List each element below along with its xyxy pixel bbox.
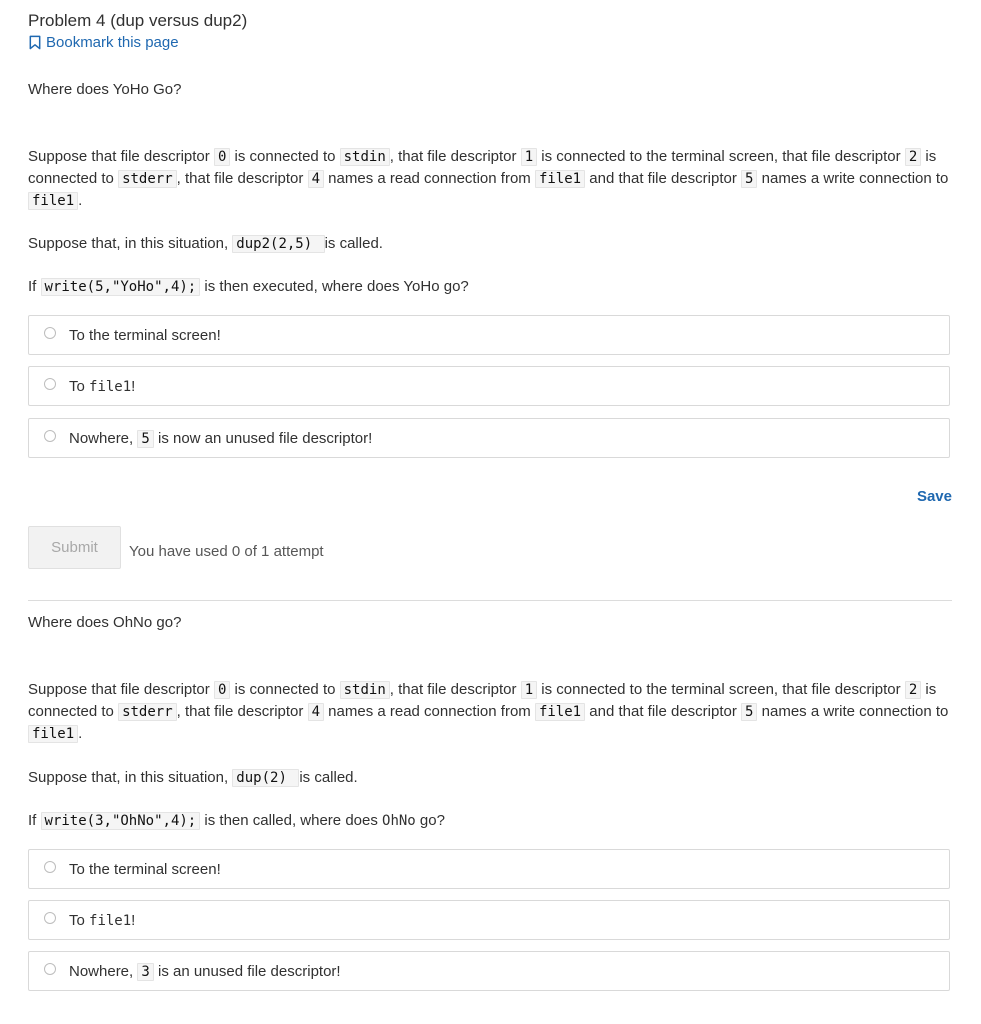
section-divider [28, 600, 952, 601]
radio-button[interactable] [44, 963, 56, 975]
question-1-call: Suppose that, in this situation, dup2(2,5) is called. [28, 235, 383, 252]
code-file1: file1 [28, 192, 78, 210]
code-write: write(5,"YoHo",4); [41, 278, 201, 296]
radio-button[interactable] [44, 861, 56, 873]
code-fd4: 4 [308, 170, 324, 188]
code-fd4: 4 [308, 703, 324, 721]
submit-button[interactable]: Submit [28, 526, 121, 569]
code-fd0: 0 [214, 148, 230, 166]
code-stdin: stdin [340, 681, 390, 699]
code-fd5: 5 [741, 170, 757, 188]
code-fd1: 1 [521, 681, 537, 699]
code-stdin: stdin [340, 148, 390, 166]
code-fd: 3 [137, 963, 153, 981]
radio-button[interactable] [44, 378, 56, 390]
attempts-text: You have used 0 of 1 attempt [129, 543, 324, 560]
code-fd1: 1 [521, 148, 537, 166]
code-fd: 5 [137, 430, 153, 448]
question-2-prompt: If write(3,"OhNo",4); is then called, where does OhNo go? [28, 812, 445, 829]
code-fd5: 5 [741, 703, 757, 721]
question-2-call: Suppose that, in this situation, dup(2) is called. [28, 769, 358, 786]
code-fd0: 0 [214, 681, 230, 699]
code-stderr: stderr [118, 170, 177, 188]
radio-button[interactable] [44, 912, 56, 924]
bookmark-link[interactable] [28, 34, 179, 51]
question-1-heading: Where does YoHo Go? [28, 81, 182, 98]
code-call: dup(2) [232, 769, 299, 787]
bookmark-label: Bookmark this page [46, 34, 179, 51]
radio-button[interactable] [44, 327, 56, 339]
code-write: write(3,"OhNo",4); [41, 812, 201, 830]
option-file1[interactable]: To file1! [28, 900, 950, 940]
option-terminal-screen[interactable]: To the terminal screen! [28, 849, 950, 889]
code-file1: file1 [28, 725, 78, 743]
option-file1[interactable]: To file1! [28, 366, 950, 406]
option-terminal-screen[interactable]: To the terminal screen! [28, 315, 950, 355]
question-1-setup: Suppose that file descriptor 0 is connected to stdin , that file descriptor 1 is connected to the terminal screen, that file descriptor 2 is connected to stderr , that file descriptor 4 names a read connection from file1 and that file descriptor 5 names a write connection to file1 . [28, 148, 949, 209]
option-nowhere[interactable]: Nowhere, 5 is now an unused file descriptor! [28, 418, 950, 458]
radio-button[interactable] [44, 430, 56, 442]
code-stderr: stderr [118, 703, 177, 721]
code-fd2: 2 [905, 681, 921, 699]
problem-title: Problem 4 (dup versus dup2) [28, 11, 248, 30]
bookmark-icon [28, 35, 42, 50]
code-fd2: 2 [905, 148, 921, 166]
code-file1: file1 [535, 170, 585, 188]
option-nowhere[interactable]: Nowhere, 3 is an unused file descriptor! [28, 951, 950, 991]
question-2-heading: Where does OhNo go? [28, 614, 182, 631]
code-call: dup2(2,5) [232, 235, 324, 253]
question-2-setup: Suppose that file descriptor 0 is connected to stdin , that file descriptor 1 is connected to the terminal screen, that file descriptor 2 is connected to stderr , that file descriptor 4 names a read connection from file1 and that file descriptor 5 names a write connection to file1 . [28, 681, 949, 742]
save-button[interactable]: Save [916, 488, 952, 505]
question-1-prompt: If write(5,"YoHo",4); is then executed, where does YoHo go? [28, 278, 469, 295]
code-file1: file1 [535, 703, 585, 721]
